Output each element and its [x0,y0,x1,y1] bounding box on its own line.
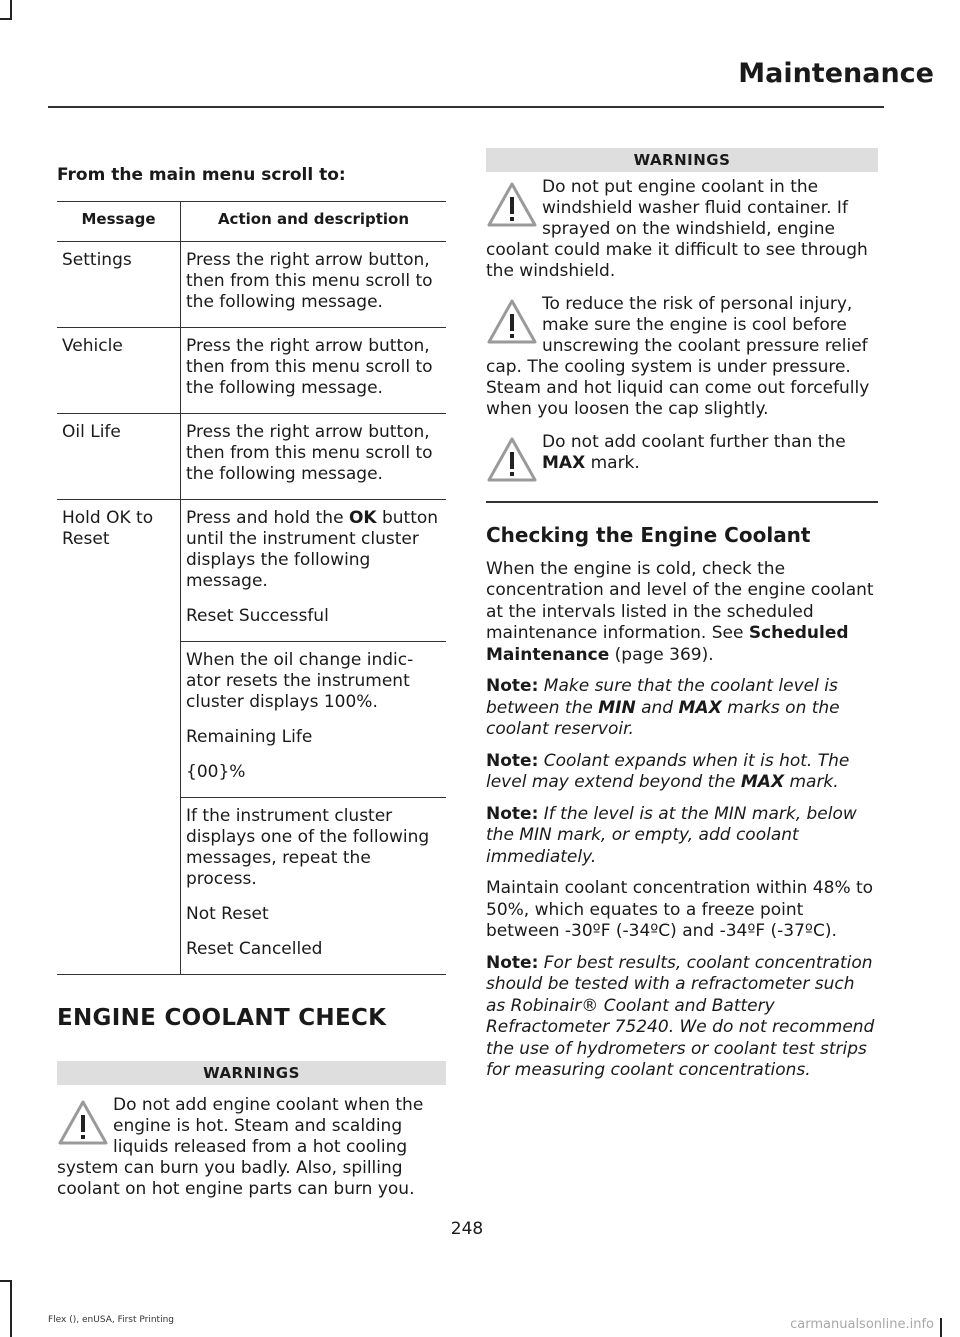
note-text-part: and [635,697,679,718]
page-number: 248 [450,1219,484,1239]
warning-text: Do not put engine coolant in the windshield washer fluid container. If sprayed on the windshield, engine coolant could make it difficult to see through the windshield. [486,177,868,281]
note-text-part: Make sure that the coolant level is between the [486,676,838,718]
table-row [57,328,446,414]
note-text [486,751,849,793]
body-text: When the engine is cold, check the concentration and level of the engine coolant at the intervals listed in the scheduled maintenance information. See [486,558,874,643]
message-cell: Oil Life [57,414,181,500]
warnings-box [57,1061,446,1200]
action-text-part: Press and hold the [186,508,349,528]
max-mark: MAX [678,697,722,718]
body-paragraph: Maintain coolant concentration within 48% to 50%, which equates to a freeze point between -30ºF (-34ºC) and -34ºF (-37ºC). [486,878,874,941]
min-mark: MIN [598,697,636,718]
warning-triangle-icon [486,297,538,347]
subsection-heading: Checking the Engine Coolant [486,522,811,547]
note-label: Note: [486,952,539,973]
table-row [57,500,446,642]
table-row [57,242,446,328]
note-text: If the level is at the MIN mark, below the MIN mark, or empty, add coolant immediately. [486,803,857,867]
warnings-label: WARNINGS [486,148,878,172]
crop-mark [0,18,12,20]
action-text [186,508,441,592]
cluster-message: {00}% [186,762,246,782]
action-text: When the oil change indic-ator resets the instrument cluster displays 100%. [186,650,414,712]
action-cell [181,642,447,798]
footer-text: Flex (), enUSA, First Printing [48,1315,174,1325]
cluster-message: Not Reset [186,904,269,924]
note-label: Note: [486,803,539,824]
cluster-message: Remaining Life [186,727,313,747]
warning-text: To reduce the risk of personal injury, make sure the engine is cool before unscrewing the coolant pressure relief cap. The cooling system is under pressure. Steam and hot liquid can come out forcefully when you loosen the cap slightly. [486,294,870,419]
warning-triangle-icon [486,180,538,230]
action-cell [181,798,447,975]
note [486,804,878,869]
table-row [57,414,446,500]
body-paragraph [486,559,878,667]
note-text: For best results, coolant concentration should be tested with a refractometer such as Robinair® Coolant and Battery Refractometer 75240. We do not recommend the use of hydrometers or coolant test strips for measuring coolant concentrations. [486,952,875,1080]
crop-mark [10,0,12,18]
message-cell: Settings [57,242,181,328]
cluster-message: Reset Cancelled [186,939,323,959]
note-label: Note: [486,676,539,696]
intro-text: From the main menu scroll to: [57,165,346,185]
column-header-message: Message [57,202,181,242]
warning-triangle-icon [486,435,538,485]
note-text-part: Coolant expands when it is hot. The level may extend beyond the [486,750,850,792]
right-column [486,148,878,1092]
max-mark: MAX [542,453,586,473]
page-title: Maintenance [738,58,934,89]
warning-text: mark. [585,453,640,473]
note-text-part: mark. [784,772,839,792]
action-text-part: button until the instrument cluster displays the following message. [186,508,439,591]
crop-mark [10,1280,12,1337]
note [486,676,878,741]
note [486,953,878,1082]
note-text [486,676,840,739]
section-heading: ENGINE COOLANT CHECK [57,1005,387,1031]
note-label: Note: [486,750,539,771]
warnings-label: WARNINGS [57,1061,446,1085]
warning-item [486,432,878,487]
action-cell: Press the right arrow button, then from this menu scroll to the following message. [181,328,447,414]
action-cell: Press the right arrow button, then from this menu scroll to the following message. [181,242,447,328]
message-cell: Hold OK to Reset [57,500,181,975]
warning-item [486,177,878,282]
ok-button-label: OK [348,508,377,528]
cluster-message: Reset Successful [186,606,329,626]
left-column [57,165,446,1200]
warning-item [486,294,878,420]
watermark: carmanualsonline.info [790,1317,934,1332]
body-text: (page 369). [609,644,714,665]
note-text-part: marks on the coolant reservoir. [486,697,840,739]
warning-item [57,1095,446,1200]
warning-triangle-icon [57,1098,109,1148]
crop-mark [940,1318,942,1337]
cross-reference-link[interactable]: Scheduled Maintenance [486,623,849,665]
warning-text: Do not add engine coolant when the engine is hot. Steam and scalding liquids released from a hot cooling system can burn you badly. Also, spilling coolant on hot engine parts can burn you. [57,1095,424,1199]
header-divider [48,106,884,108]
note [486,751,878,794]
crop-mark [0,1280,12,1282]
section-divider [486,501,878,503]
action-cell: Press the right arrow button, then from this menu scroll to the following message. [181,414,447,500]
column-header-action: Action and description [181,202,447,242]
warning-text: Do not add coolant further than the [542,432,846,452]
action-cell [181,500,447,642]
action-text: If the instrument cluster displays one of the following messages, repeat the process. [186,806,430,889]
message-table [57,201,446,975]
max-mark: MAX [740,772,785,792]
message-cell: Vehicle [57,328,181,414]
